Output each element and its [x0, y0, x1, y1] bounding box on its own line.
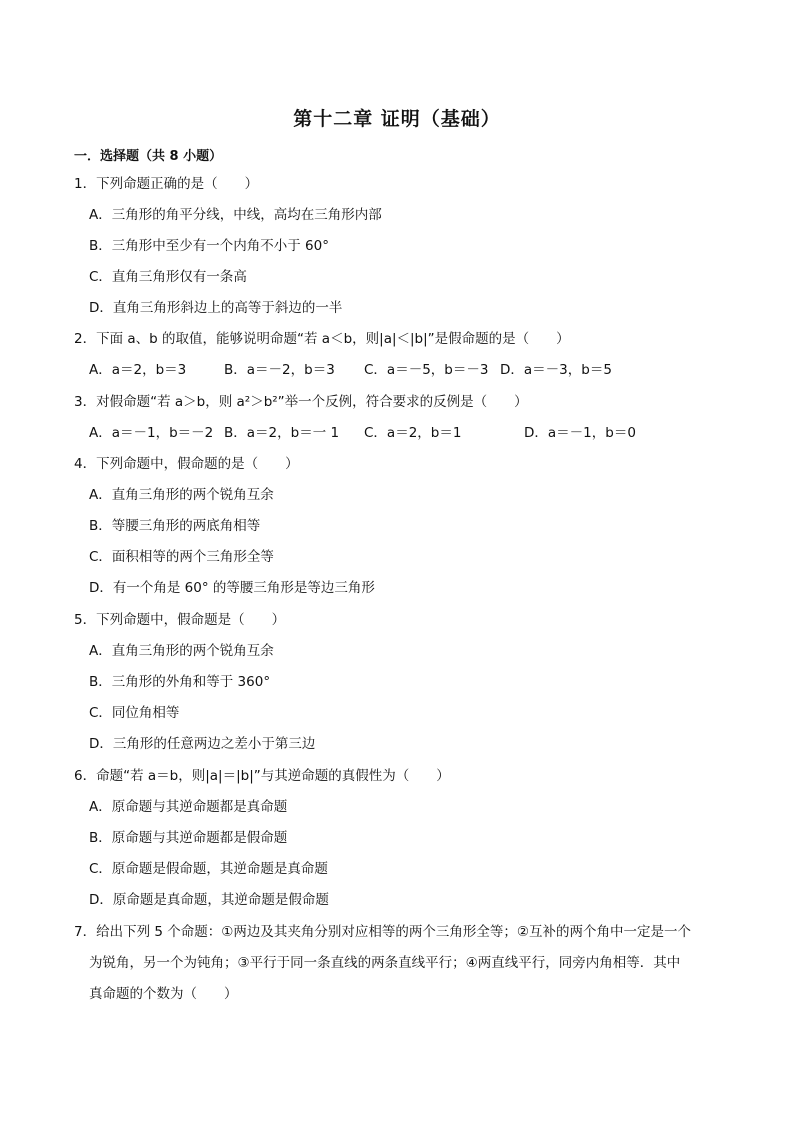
- question-1-stem: 1．下列命题正确的是（ ）: [74, 176, 259, 192]
- page-title: 第十二章 证明（基础）: [293, 108, 501, 130]
- question-4-option-a: A．直角三角形的两个锐角互余: [89, 487, 274, 503]
- question-2-option-c: C．a＝－5，b＝－3: [364, 362, 489, 378]
- question-2-stem: 2．下面 a、b 的取值，能够说明命题“若 a＜b，则|a|＜|b|”是假命题的是（ ）: [74, 331, 570, 347]
- question-6-option-a: A．原命题与其逆命题都是真命题: [89, 799, 288, 815]
- question-7-stem-line-3: 真命题的个数为（ ）: [89, 986, 238, 1002]
- question-3-option-a: A．a＝－1，b＝－2: [89, 425, 214, 441]
- question-2-option-a: A．a＝2，b＝3: [89, 362, 187, 378]
- question-3-options: [89, 424, 636, 442]
- question-3-option-c: C．a＝2，b＝1: [364, 425, 462, 441]
- question-4-option-c: C．面积相等的两个三角形全等: [89, 549, 274, 565]
- question-3-option-b: B．a＝2，b＝一 1: [224, 425, 340, 441]
- question-6-option-c: C．原命题是假命题，其逆命题是真命题: [89, 861, 328, 877]
- question-5-stem: 5．下列命题中，假命题是（ ）: [74, 612, 286, 628]
- question-5-option-b: B．三角形的外角和等于 360°: [89, 674, 271, 690]
- question-5-option-d: D．三角形的任意两边之差小于第三边: [89, 736, 316, 752]
- question-6-stem: 6．命题“若 a＝b，则|a|＝|b|”与其逆命题的真假性为（ ）: [74, 768, 450, 784]
- question-1-option-d: D．直角三角形斜边上的高等于斜边的一半: [89, 300, 343, 316]
- question-2-option-b: B．a＝－2，b＝3: [224, 362, 335, 378]
- question-2-option-d: D．a＝－3，b＝5: [500, 362, 612, 378]
- question-7-stem-line-1: 7．给出下列 5 个命题：①两边及其夹角分别对应相等的两个三角形全等；②互补的两个角中一定是一个: [74, 924, 691, 940]
- question-6-option-b: B．原命题与其逆命题都是假命题: [89, 830, 288, 846]
- question-4-stem: 4．下列命题中，假命题的是（ ）: [74, 456, 299, 472]
- question-4-option-d: D．有一个角是 60° 的等腰三角形是等边三角形: [89, 580, 375, 596]
- question-2-options: [89, 361, 612, 379]
- question-1-option-c: C．直角三角形仅有一条高: [89, 269, 247, 285]
- question-7-stem-line-2: 为锐角，另一个为钝角；③平行于同一条直线的两条直线平行；④两直线平行，同旁内角相等．其中: [89, 955, 681, 971]
- question-6-option-d: D．原命题是真命题，其逆命题是假命题: [89, 892, 329, 908]
- question-5-option-a: A．直角三角形的两个锐角互余: [89, 643, 274, 659]
- question-1-option-b: B．三角形中至少有一个内角不小于 60°: [89, 238, 329, 254]
- question-5-option-c: C．同位角相等: [89, 705, 180, 721]
- question-4-option-b: B．等腰三角形的两底角相等: [89, 518, 261, 534]
- section-heading: 一．选择题（共 8 小题）: [74, 149, 223, 164]
- question-3-option-d: D．a＝－1，b＝0: [524, 425, 636, 441]
- question-3-stem: 3．对假命题“若 a＞b，则 a²＞b²”举一个反例，符合要求的反例是（ ）: [74, 394, 528, 410]
- question-1-option-a: A．三角形的角平分线，中线，高均在三角形内部: [89, 207, 382, 223]
